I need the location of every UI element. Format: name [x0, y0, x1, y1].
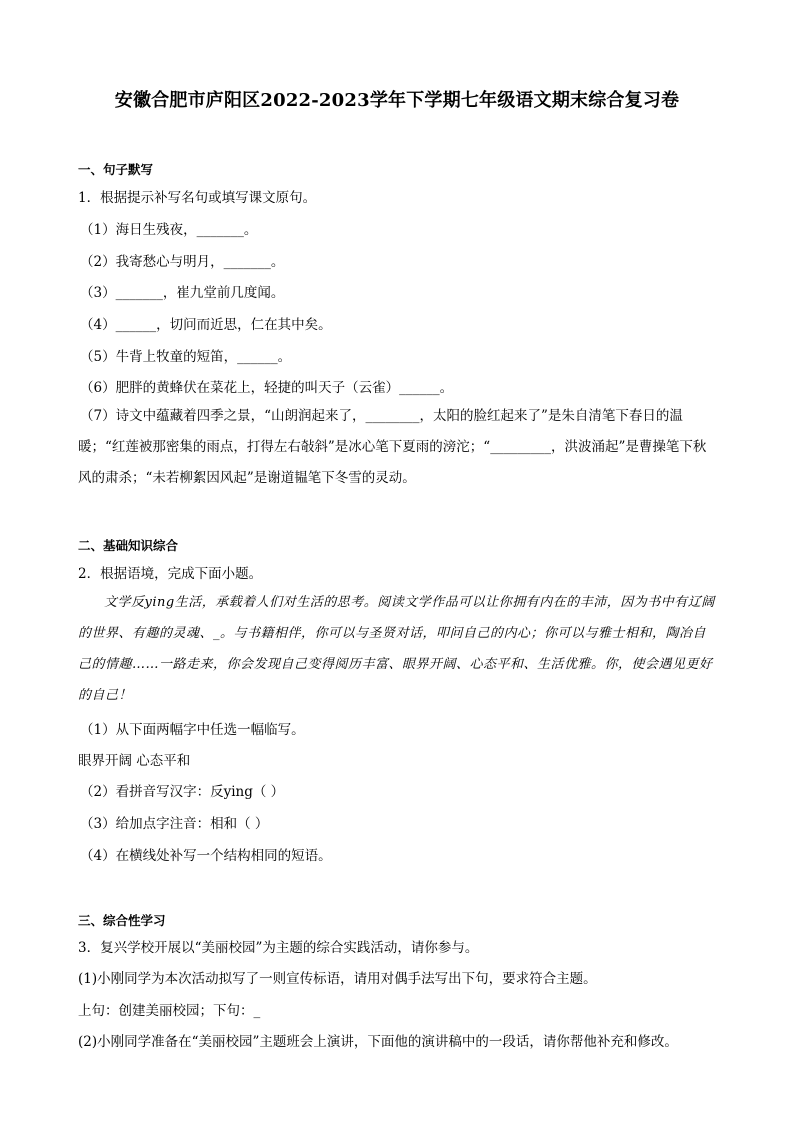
question-2-sub-1: （1）从下面两幅字中任选一幅临写。 [80, 722, 305, 738]
question-1-item-5: （5）牛背上牧童的短笛，______。 [80, 349, 292, 365]
question-1-item-1: （1）海日生残夜，_______。 [80, 222, 258, 238]
question-2-passage: 文学反ying生活，承载着人们对生活的思考。阅读文学作品可以让你拥有内在的丰沛，因为书中有辽阔的世界、有趣的灵魂、_。与书籍相伴，你可以与圣贤对话，叩问自己的内心；你可以与雅士相和，陶冶自己的情趣……一路走来，你会发现自己变得阅历丰富、眼界开阔、心态平和、生活优雅。你，使会遇见更好的自己！ [78, 595, 715, 703]
question-2-sub-1-words: 眼界开阔 心态平和 [78, 753, 191, 769]
question-1-item-4: （4）______，切问而近思，仁在其中矣。 [80, 317, 332, 333]
section-heading-2: 二、基础知识综合 [78, 538, 179, 553]
question-3-sub-2: (2)小刚同学准备在“美丽校园”主题班会上演讲，下面他的演讲稿中的一段话，请你帮他补充和修改。 [78, 1034, 678, 1050]
question-3-sub-1-answer: 上句：创建美丽校园；下句：_ [78, 1003, 261, 1019]
question-1: 1．根据提示补写名句或填写课文原句。 [78, 190, 317, 206]
question-2-sub-3: （3）给加点字注音：相和（ ） [80, 816, 269, 832]
question-3-sub-1: (1)小刚同学为本次活动拟写了一则宣传标语，请用对偶手法写出下句，要求符合主题。 [78, 971, 597, 987]
question-3: 3．复兴学校开展以“美丽校园”为主题的综合实践活动，请你参与。 [78, 940, 479, 956]
question-2-sub-2: （2）看拼音写汉字：反ying（ ） [80, 784, 285, 800]
question-1-item-3: （3）_______，崔九堂前几度闻。 [80, 285, 285, 301]
question-1-item-2: （2）我寄愁心与明月，_______。 [80, 254, 285, 270]
question-1-item-6: （6）肥胖的黄蜂伏在菜花上，轻捷的叫天子（云雀）______。 [80, 380, 454, 396]
question-2: 2．根据语境，完成下面小题。 [78, 566, 263, 582]
question-2-sub-4: （4）在横线处补写一个结构相同的短语。 [80, 848, 332, 864]
page-title: 安徽合肥市庐阳区2022-2023学年下学期七年级语文期末综合复习卷 [114, 90, 680, 111]
section-heading-1: 一、句子默写 [78, 162, 154, 177]
question-1-item-7: （7）诗文中蕴藏着四季之景，“山朗润起来了，________，太阳的脸红起来了”是朱自清笔下春日的温暖；“红莲被那密集的雨点，打得左右敧斜”是冰心笔下夏雨的滂沱；“_________，洪波涌起”是曹操笔下秋风的肃杀；“未若柳絮因风起”是谢道韫笔下冬雪的灵动。 [78, 408, 707, 486]
section-heading-3: 三、综合性学习 [78, 913, 166, 928]
